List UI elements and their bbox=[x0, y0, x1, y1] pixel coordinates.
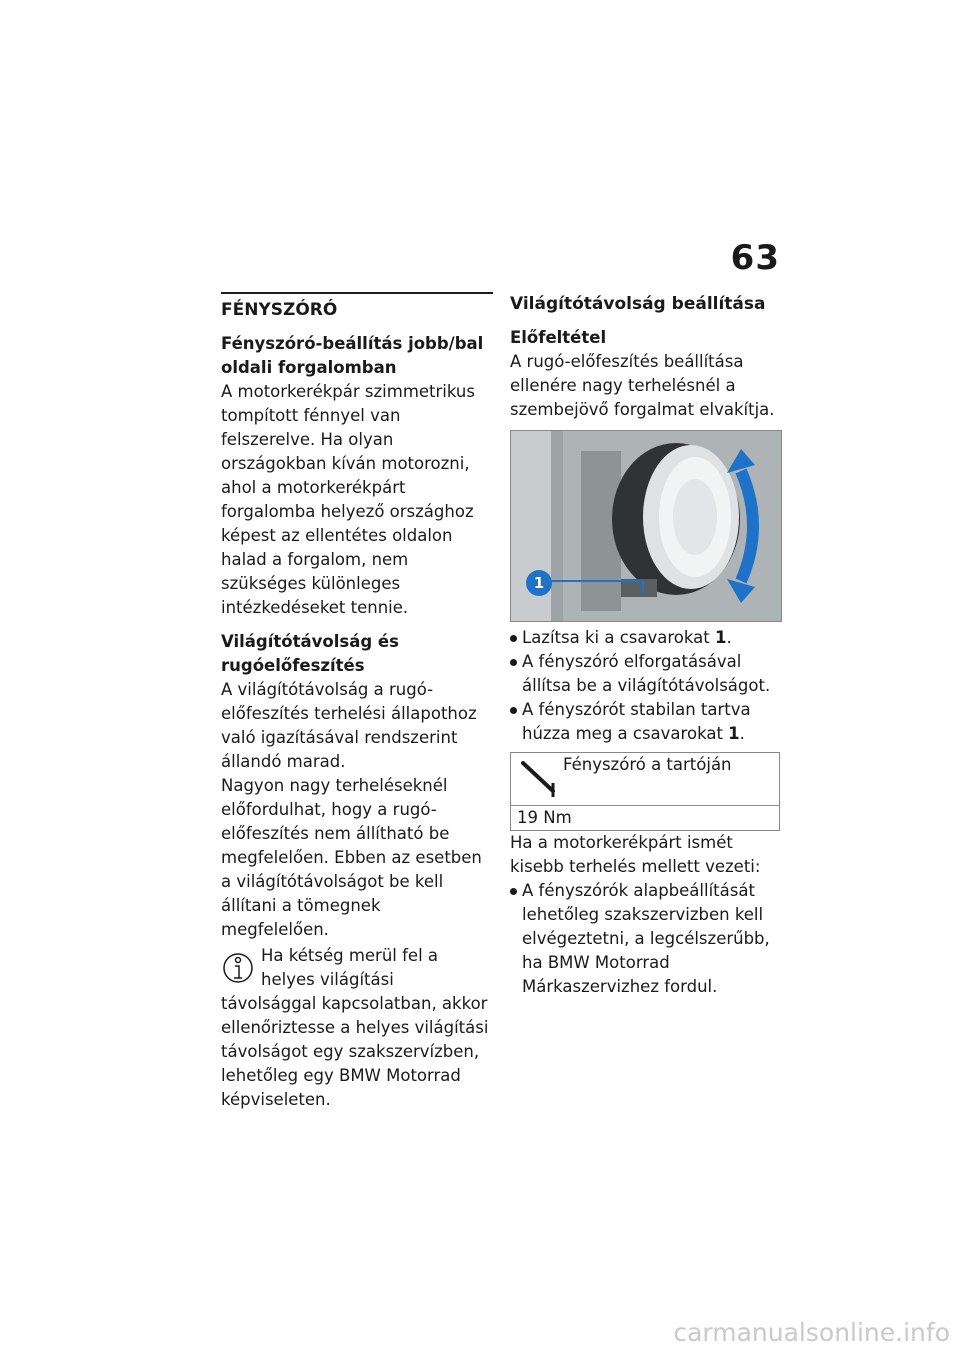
torque-value: 19 Nm bbox=[517, 808, 572, 827]
heading-headlight-adjustment: Fényszóró-beállítás jobb/bal oldali forgalomban bbox=[221, 334, 484, 377]
step-item: A fényszóró elforgatásával állítsa be a világítótávolságot. bbox=[510, 650, 782, 698]
torque-label: Fényszóró a tartóján bbox=[563, 755, 732, 774]
paragraph-heavy-load: Nagyon nagy terheléseknél előfordulhat, hogy a rugó-előfeszítés nem állítható be megfelelően. Ebben az esetben a világítótávolságot be kell állítani a tömegnek megfelelően. bbox=[221, 776, 482, 939]
steps-list bbox=[510, 626, 782, 746]
section-title: FÉNYSZÓRÓ bbox=[221, 300, 338, 320]
headlight-figure bbox=[510, 430, 782, 622]
paragraph-range-constant: A világítótávolság a rugó-előfeszítés terhelési állapothoz való igazításával rendszerint állandó marad. bbox=[221, 680, 477, 771]
heading-range-preload: Világítótávolság és rugóelőfeszítés bbox=[221, 632, 399, 675]
step-item: Lazítsa ki a csavarokat 1. bbox=[510, 626, 782, 650]
wrench-icon bbox=[517, 757, 561, 799]
page-number: 63 bbox=[730, 238, 780, 278]
basic-setting-item: A fényszórók alapbeállítását lehetőleg szakszervizben kell elvégeztetni, a legcélszerűbb, ha BMW Motorrad Márkaszervizhez fordul. bbox=[510, 879, 782, 999]
paragraph-symmetric-beam: A motorkerékpár szimmetrikus tompított fénnyel van felszerelve. Ha olyan országokban kíván motorozni, ahol a motorkerékpárt forgalomba helyező országhoz képest az ellentétes oldalon halad a forgalom, nem szükséges különleges intézkedéseket tennie. bbox=[221, 382, 475, 617]
info-note bbox=[221, 944, 493, 1112]
watermark: carmanualsonline.info bbox=[673, 1318, 950, 1347]
note-text: Ha kétség merül fel a helyes világítási távolsággal kapcsolatban, akkor ellenőriztesse a helyes világítási távolságot egy szakszervízben, lehetőleg egy BMW Motorrad képviseleten. bbox=[221, 946, 489, 1109]
basic-setting-list bbox=[510, 879, 782, 999]
headlight-illustration bbox=[511, 431, 781, 621]
section-rule bbox=[221, 292, 493, 294]
left-column bbox=[221, 292, 493, 1112]
figure-callout-1: 1 bbox=[533, 574, 545, 592]
paragraph-lighter-load: Ha a motorkerékpárt ismét kisebb terhelés mellett vezeti: bbox=[510, 833, 761, 876]
info-icon bbox=[221, 946, 255, 990]
paragraph-precondition: A rugó-előfeszítés beállítása ellenére nagy terhelésnél a szembejövő forgalmat elvakítja. bbox=[510, 352, 775, 419]
step-item: A fényszórót stabilan tartva húzza meg a csavarokat 1. bbox=[510, 698, 782, 746]
heading-range-setting: Világítótávolság beállítása bbox=[510, 294, 766, 314]
heading-precondition: Előfeltétel bbox=[510, 328, 607, 347]
right-column bbox=[510, 292, 782, 999]
torque-table bbox=[510, 752, 780, 831]
